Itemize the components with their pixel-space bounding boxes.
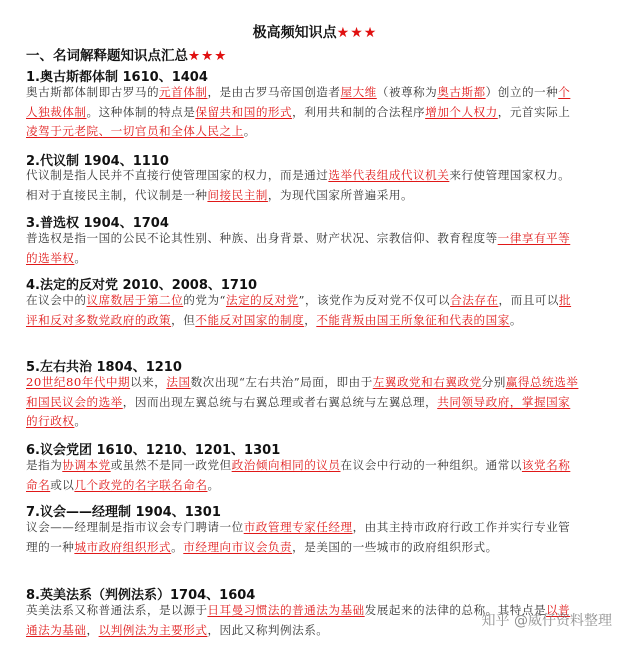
item-body-3: [26, 229, 582, 268]
body-text: 或以: [50, 477, 75, 492]
section-heading-text: 一、名词解释题知识点汇总: [26, 48, 188, 64]
item-heading-4: 4.法定的反对党 2010、2008、1710: [26, 278, 258, 293]
body-text: 英美法系又称普通法系，是以源于: [26, 603, 208, 617]
body-text: ，由其主持市政府行政工作并实行专业管理的一种: [26, 520, 571, 554]
highlight-term: 选举代表组成代议机关: [328, 168, 450, 182]
title-stars: ★★★: [336, 25, 378, 41]
item-heading-8: 8.英美法系（判例法系）1704、1604: [26, 588, 256, 603]
item-heading-5: 5.左右共治 1804、1210: [26, 360, 182, 375]
body-text: 来行使管理国家权力。相对于直接民主制，代议制是一种: [26, 168, 571, 202]
item-heading-6: 6.议会党团 1610、1210、1201、1301: [26, 443, 281, 458]
item-body-1: [26, 83, 582, 142]
body-text: 普选权是指一国的公民不论其性别、种族、出身背景、财产状况、宗教信仰、教育程度等: [26, 231, 498, 245]
item-heading-3: 3.普选权 1904、1704: [26, 216, 169, 231]
highlight-term: 奥古斯都: [437, 85, 486, 99]
highlight-term: 议席数居于第二位: [86, 293, 184, 307]
highlight-term: 该党名称命名: [26, 458, 571, 492]
highlight-term: 增加个人权力: [425, 104, 498, 119]
body-text: ，: [86, 622, 99, 637]
item-body-5: [26, 373, 582, 432]
body-text: 的党为“: [183, 293, 226, 307]
highlight-term: 以普通法为基础: [26, 603, 571, 637]
body-text: ，: [304, 312, 317, 327]
body-text: 。这种体制的特点是: [86, 104, 196, 119]
body-text: ，元首实际上: [497, 104, 571, 119]
highlight-term: 合法存在: [450, 293, 499, 307]
body-text: 在议会中的: [26, 293, 87, 307]
body-text: ，因而出现左翼总统与右翼总理或者右翼总统与左翼总理，: [122, 394, 438, 409]
body-text: 。: [74, 250, 87, 265]
highlight-term: 市经理向市议会负责: [183, 539, 293, 554]
highlight-term: 共同领导政府，掌握国家的行政权: [26, 394, 571, 428]
item-heading-1: 1.奥古斯都体制 1610、1404: [26, 70, 208, 85]
highlight-term: 市政管理专家任经理: [243, 520, 353, 534]
section-heading: [26, 44, 227, 64]
item-body-7: [26, 518, 582, 557]
highlight-term: 间接民主制: [207, 187, 268, 202]
body-text: ，是由古罗马帝国创造者: [207, 85, 341, 99]
body-text: ，因此又称判例法系。: [207, 622, 329, 637]
body-text: 。: [509, 312, 522, 327]
item-heading-2: 2.代议制 1904、1110: [26, 154, 169, 169]
item-body-6: [26, 456, 582, 495]
highlight-term: 屋大维: [340, 85, 377, 99]
highlight-term: 保留共和国的形式: [195, 104, 293, 119]
highlight-term: 个人独裁体制: [26, 85, 571, 119]
highlight-term: 协调本党: [62, 458, 111, 472]
highlight-term: 一律享有平等的选举权: [26, 231, 571, 265]
highlight-term: 政治倾向相同的议员: [231, 458, 341, 472]
highlight-term: 几个政党的名字联名命名: [74, 477, 208, 492]
body-text: 是指为: [26, 458, 63, 472]
body-text: 奥古斯都体制即古罗马的: [26, 85, 160, 99]
title-text: 极高频知识点: [252, 25, 337, 41]
body-text: 代议制是指人民并不直接行使管理国家的权力，而是通过: [26, 168, 329, 182]
watermark: 知乎 @威仔资料整理: [481, 613, 612, 629]
item-body-2: [26, 166, 582, 205]
highlight-term: 左翼政党和右翼政党: [372, 375, 482, 389]
body-text: 。: [74, 414, 87, 428]
body-text: 议会——经理制是指市议会专门聘请一位: [26, 520, 244, 534]
body-text: 分别: [481, 375, 506, 389]
body-text: 。: [207, 477, 220, 492]
body-text: ，是美国的一些城市的政府组织形式。: [292, 539, 498, 554]
body-text: 以来，: [130, 375, 167, 389]
body-text: （被尊称为: [376, 85, 438, 99]
body-text: 发展起来的法律的总称。其特点是: [364, 603, 547, 617]
body-text: ，为现代国家所普遍采用。: [267, 187, 414, 202]
highlight-term: 日耳曼习惯法的普通法为基础: [207, 603, 365, 617]
section-stars: ★★★: [188, 48, 228, 64]
body-text: 在议会中行动的一种组织。通常以: [340, 458, 522, 472]
item-heading-7: 7.议会——经理制 1904、1301: [26, 505, 221, 520]
body-text: ”，该党作为反对党不仅可以: [298, 293, 451, 307]
highlight-term: 凌驾于元老院、一切官员和全体人民之上: [26, 124, 244, 138]
body-text: 数次出现“左右共治”局面，即由于: [190, 375, 373, 389]
highlight-term: 法国: [166, 375, 191, 389]
highlight-term: 20世纪80年代中期: [26, 375, 131, 389]
body-text: ，但: [171, 312, 196, 327]
highlight-term: 不能背叛由国王所象征和代表的国家: [316, 312, 510, 327]
highlight-term: 赢得总统选举和国民议会的选举: [26, 375, 579, 409]
page-title: [0, 22, 630, 42]
highlight-term: 元首体制: [159, 85, 208, 99]
body-text: ，利用共和制的合法程序: [292, 104, 426, 119]
body-text: 。: [171, 539, 184, 554]
body-text: ，而且可以: [498, 293, 559, 307]
highlight-term: 以判例法为主要形式: [98, 622, 208, 637]
highlight-term: 法定的反对党: [225, 293, 299, 307]
body-text: ）创立的一种: [485, 85, 559, 99]
body-text: 。: [243, 124, 256, 138]
highlight-term: 不能反对国家的制度: [195, 312, 305, 327]
highlight-term: 批评和反对多数党政府的政策: [26, 293, 572, 327]
body-text: 或虽然不是同一政党但: [110, 458, 232, 472]
highlight-term: 城市政府组织形式: [74, 539, 172, 554]
item-body-4: [26, 291, 582, 330]
